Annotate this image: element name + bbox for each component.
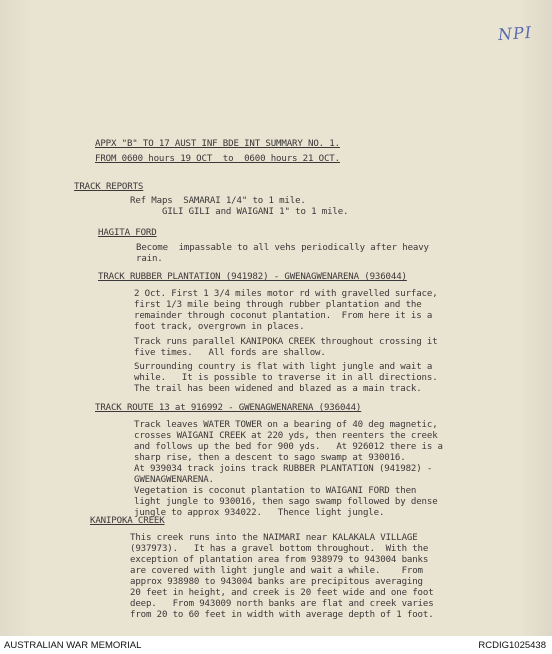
route-line-6: GWENAGWENARENA. xyxy=(134,475,214,485)
heading-line-2: FROM 0600 hours 19 OCT to 0600 hours 21 OCT. xyxy=(95,154,340,164)
kanipoka-creek-title: KANIPOKA CREEK xyxy=(90,516,165,526)
hagita-line-1: Become impassable to all vehs periodically after heavy xyxy=(136,243,429,253)
route-line-7: Vegetation is coconut plantation to WAIGANI FORD then xyxy=(134,486,417,496)
route-line-5: At 939034 track joins track RUBBER PLANTATION (941982) - xyxy=(134,464,433,474)
kanipoka-line-4: are covered with light jungle and wait a while. From xyxy=(130,566,423,576)
route-line-1: Track leaves WATER TOWER on a bearing of 40 deg magnetic, xyxy=(134,420,438,430)
hagita-line-2: rain. xyxy=(136,254,163,264)
rubber-line-7: Surrounding country is flat with light jungle and wait a xyxy=(134,362,433,372)
rubber-line-6: five times. All fords are shallow. xyxy=(134,348,326,358)
rubber-line-4: foot track, overgrown in places. xyxy=(134,322,305,332)
rubber-line-2: first 1/3 mile being through rubber plantation and the xyxy=(134,300,422,310)
rubber-line-3: remainder through coconut plantation. From here it is a xyxy=(134,311,433,321)
route-line-2: crosses WAIGANI CREEK at 220 yds, then reenters the creek xyxy=(134,431,438,441)
kanipoka-line-6: 20 feet in height, and creek is 20 feet wide and one foot xyxy=(130,588,434,598)
rubber-line-1: 2 Oct. First 1 3/4 miles motor rd with gravelled surface, xyxy=(134,289,438,299)
kanipoka-line-7: deep. From 943009 north banks are flat and creek varies xyxy=(130,599,434,609)
track-rubber-title: TRACK RUBBER PLANTATION (941982) - GWENAGWENARENA (936044) xyxy=(98,272,407,282)
ref-maps-line-1: Ref Maps SAMARAI 1/4" to 1 mile. xyxy=(130,196,306,206)
kanipoka-line-8: from 20 to 60 feet in width with average depth of 1 foot. xyxy=(130,610,434,620)
kanipoka-line-5: approx 938980 to 943004 banks are precipitous averaging xyxy=(130,577,423,587)
ref-maps-line-2: GILI GILI and WAIGANI 1" to 1 mile. xyxy=(162,207,349,217)
handwritten-mark: NPI xyxy=(497,22,533,45)
footer-record-id: RCDIG1025438 xyxy=(478,640,546,651)
rubber-line-5: Track runs parallel KANIPOKA CREEK throughout crossing it xyxy=(134,337,438,347)
kanipoka-line-2: (937973). It has a gravel bottom throughout. With the xyxy=(130,544,429,554)
rubber-line-8: while. It is possible to traverse it in all directions. xyxy=(134,373,438,383)
archive-footer xyxy=(0,636,552,654)
route-line-4: sharp rise, then a descent to sago swamp at 930016. xyxy=(134,453,406,463)
route-line-9: jungle to approx 934022. Thence light jungle. xyxy=(134,508,385,518)
kanipoka-line-1: This creek runs into the NAIMARI near KALAKALA VILLAGE xyxy=(130,533,418,543)
footer-institution: AUSTRALIAN WAR MEMORIAL xyxy=(4,640,142,651)
track-reports-title: TRACK REPORTS xyxy=(74,182,144,192)
track-route-title: TRACK ROUTE 13 at 916992 - GWENAGWENARENA (936044) xyxy=(95,403,362,413)
kanipoka-line-3: exception of plantation area from 938979 to 943004 banks xyxy=(130,555,429,565)
route-line-8: light jungle to 930016, then sago swamp followed by dense xyxy=(134,497,438,507)
rubber-line-9: The trail has been widened and blazed as a main track. xyxy=(134,384,422,394)
hagita-ford-title: HAGITA FORD xyxy=(98,228,157,238)
heading-line-1: APPX "B" TO 17 AUST INF BDE INT SUMMARY NO. 1. xyxy=(95,139,340,149)
route-line-3: and follows up the bed for 900 yds. At 926012 there is a xyxy=(134,442,443,452)
